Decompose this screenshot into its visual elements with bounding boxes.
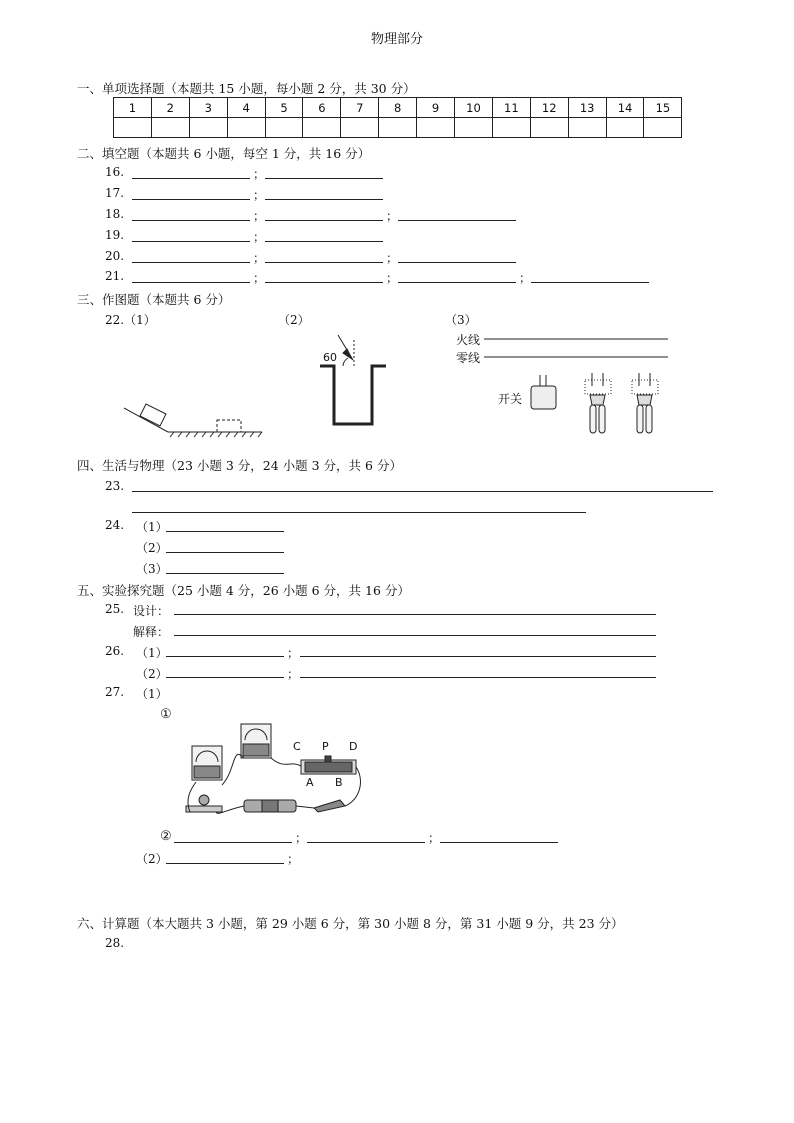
lamp-holder-1 xyxy=(585,380,611,394)
q22-label: 22.（1） xyxy=(105,313,156,327)
grid-number-cell: 15 xyxy=(644,98,682,118)
q24-number: 24. xyxy=(105,518,125,532)
q24-blank-2[interactable] xyxy=(166,552,284,553)
q27-circle1: ① xyxy=(160,707,172,722)
section3-heading: 三、作图题（本题共 6 分） xyxy=(77,292,231,307)
separator: ； xyxy=(287,646,300,660)
rheostat-label-b: B xyxy=(335,776,343,789)
lamp-holder-2 xyxy=(632,380,658,394)
voltmeter-base xyxy=(194,766,220,778)
q25-design-label: 设计： xyxy=(133,604,170,618)
grid-number-cell: 3 xyxy=(189,98,227,118)
separator: ； xyxy=(253,271,266,285)
q26-number: 26. xyxy=(105,644,125,658)
separator: ； xyxy=(386,271,399,285)
separator: ； xyxy=(253,188,266,202)
q27-2-blank-3[interactable] xyxy=(440,842,558,843)
lamp-2-base xyxy=(637,395,652,405)
lamp-1-tube xyxy=(590,405,596,433)
q25-number: 25. xyxy=(105,602,125,616)
grid-number-cell: 4 xyxy=(227,98,265,118)
separator: ； xyxy=(253,209,266,223)
q23-number: 23. xyxy=(105,479,125,493)
q25-explain-label: 解释： xyxy=(133,625,170,639)
q18-number: 18. xyxy=(105,207,125,221)
q27-sub2-blank[interactable] xyxy=(166,863,284,864)
q26-sub2-label: （2） xyxy=(136,667,168,681)
ray-arrow-icon xyxy=(343,349,352,359)
separator: ； xyxy=(253,230,266,244)
grid-number-cell: 6 xyxy=(303,98,341,118)
q27-number: 27. xyxy=(105,685,125,699)
q16-number: 16. xyxy=(105,165,125,179)
q17-number: 17. xyxy=(105,186,125,200)
grid-number-cell: 7 xyxy=(341,98,379,118)
q25-design-blank[interactable] xyxy=(174,614,656,615)
grid-number-cell: 5 xyxy=(265,98,303,118)
rheostat-label-a: A xyxy=(306,776,314,789)
rheostat-label-p: P xyxy=(322,740,329,753)
switch xyxy=(314,800,345,812)
separator: ； xyxy=(287,667,300,681)
q24-blank-3[interactable] xyxy=(166,573,284,574)
section5-heading: 五、实验探究题（25 小题 4 分，26 小题 6 分，共 16 分） xyxy=(77,583,410,598)
separator: ； xyxy=(253,167,266,181)
q23-blank-2[interactable] xyxy=(132,512,586,513)
lamp-1-base xyxy=(590,395,605,405)
page-title: 物理部分 xyxy=(370,32,423,47)
q27-2-blank-1[interactable] xyxy=(174,842,292,843)
container xyxy=(320,366,386,424)
q22-part3-label: （3） xyxy=(445,313,477,327)
q26-2-blank-1[interactable] xyxy=(166,677,284,678)
q26-sub1-label: （1） xyxy=(136,646,168,660)
angle-arc xyxy=(343,358,348,366)
q28-number: 28. xyxy=(105,936,125,950)
circuit-diagram xyxy=(186,724,360,813)
section6-heading: 六、计算题（本大题共 3 小题，第 29 小题 6 分，第 30 小题 8 分，第 31 小题 9 分，共 23 分） xyxy=(77,916,624,931)
grid-number-cell: 8 xyxy=(379,98,417,118)
container-diagram xyxy=(320,335,386,424)
q25-explain-blank[interactable] xyxy=(174,635,656,636)
section2-heading: 二、填空题（本题共 6 小题，每空 1 分，共 16 分） xyxy=(77,146,371,161)
q21-number: 21. xyxy=(105,269,125,283)
q26-1-blank-1[interactable] xyxy=(166,656,284,657)
separator: ； xyxy=(295,831,308,845)
q26-2-blank-2[interactable] xyxy=(300,677,656,678)
separator: ； xyxy=(386,251,399,265)
separator: ； xyxy=(428,831,441,845)
block-on-incline xyxy=(140,404,166,426)
separator: ； xyxy=(386,209,399,223)
q27-circle2: ② xyxy=(160,829,172,844)
incline-diagram xyxy=(124,404,262,437)
switch-label: 开关 xyxy=(498,392,523,406)
q27-2-blank-2[interactable] xyxy=(307,842,425,843)
separator: ； xyxy=(519,271,532,285)
dashed-block xyxy=(217,420,241,432)
q26-1-blank-2[interactable] xyxy=(300,656,656,657)
grid-number-cell: 10 xyxy=(455,98,493,118)
ground-hatch xyxy=(170,432,262,437)
neutral-wire-label: 零线 xyxy=(456,351,481,365)
angle-label: 60 xyxy=(323,351,337,364)
grid-number-cell: 1 xyxy=(114,98,152,118)
grid-number-cell: 14 xyxy=(606,98,644,118)
q24-sub2-label: （2） xyxy=(136,541,168,555)
ammeter-base xyxy=(243,744,269,756)
live-wire-label: 火线 xyxy=(456,333,481,347)
q20-number: 20. xyxy=(105,249,125,263)
q27-sub2-label: （2） xyxy=(136,852,168,866)
bulb-holder xyxy=(186,806,222,812)
section4-heading: 四、生活与物理（23 小题 3 分，24 小题 3 分，共 6 分） xyxy=(77,458,402,473)
separator: ； xyxy=(253,251,266,265)
lamp-2-tube xyxy=(637,405,643,433)
grid-number-cell: 9 xyxy=(417,98,455,118)
grid-number-cell: 2 xyxy=(151,98,189,118)
q24-sub3-label: （3） xyxy=(136,562,168,576)
switch-box xyxy=(531,386,556,409)
rheostat-label-c: C xyxy=(293,740,301,753)
q19-number: 19. xyxy=(105,228,125,242)
q27-sub1-label: （1） xyxy=(136,687,168,701)
separator: ； xyxy=(287,852,300,866)
q24-blank-1[interactable] xyxy=(166,531,284,532)
q22-part2-label: （2） xyxy=(278,313,310,327)
q24-sub1-label: （1） xyxy=(136,520,168,534)
bulb xyxy=(199,795,209,805)
q23-blank-1[interactable] xyxy=(132,491,713,492)
rheostat-label-d: D xyxy=(349,740,358,753)
grid-number-cell: 11 xyxy=(492,98,530,118)
grid-number-cell: 13 xyxy=(568,98,606,118)
section1-heading: 一、单项选择题（本题共 15 小题，每小题 2 分，共 30 分） xyxy=(77,81,416,96)
grid-number-cell: 12 xyxy=(530,98,568,118)
wiring-diagram xyxy=(484,339,668,433)
rheostat-slider xyxy=(325,756,331,762)
